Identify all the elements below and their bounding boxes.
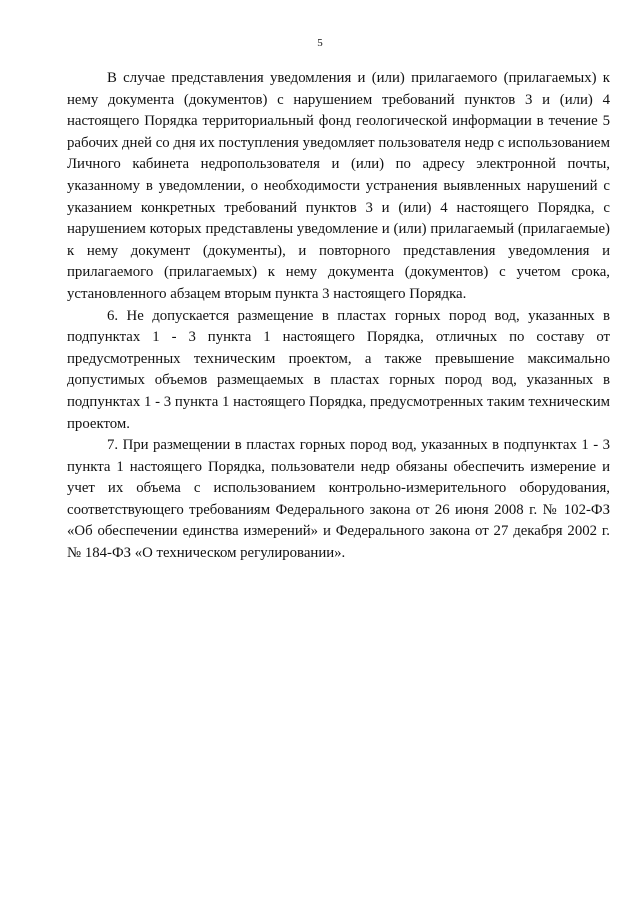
page-number: 5	[317, 37, 323, 49]
paragraph-item-6: 6. Не допускается размещение в пластах горных пород вод, указанных в подпунктах 1 - 3 пункта 1 настоящего Порядка, отличных по составу от предусмотренных техническим проектом, а также превышение максимально допустимых объемов размещаемых в пластах горных пород вод, указанных в подпунктах 1 - 3 пункта 1 настоящего Порядка, предусмотренных таким техническим проектом.	[67, 307, 610, 432]
paragraph-notification-violations: В случае представления уведомления и (или) прилагаемого (прилагаемых) к нему документа (документов) с нарушением требований пунктов 3 и (или) 4 настоящего Порядка территориальный фонд геологической информации в течение 5 рабочих дней со дня их поступления уведомляет пользователя недр с использованием Личного кабинета недропользователя и (или) по адресу электронной почты, указанному в уведомлении, о необходимости устранения выявленных нарушений с указанием конкретных требований пунктов 3 и (или) 4 настоящего Порядка, с нарушением которых представлены уведомление и (или) прилагаемый (прилагаемые) к нему документ (документы), и повторного представления уведомления и прилагаемого (прилагаемых) к нему документа (документов) с учетом срока, установленного абзацем вторым пункта 3 настоящего Порядка.	[67, 70, 610, 302]
paragraph-item-7: 7. При размещении в пластах горных пород вод, указанных в подпунктах 1 - 3 пункта 1 настоящего Порядка, пользователи недр обязаны обеспечить измерение и учет их объема с использованием контрольно-измерительного оборудования, соответствующего требованиям Федерального закона от 26 июня 2008 г. № 102-ФЗ «Об обеспечении единства измерений» и Федерального закона от 27 декабря 2002 г. № 184-ФЗ «О техническом регулировании».	[67, 437, 610, 562]
document-body	[67, 68, 610, 565]
